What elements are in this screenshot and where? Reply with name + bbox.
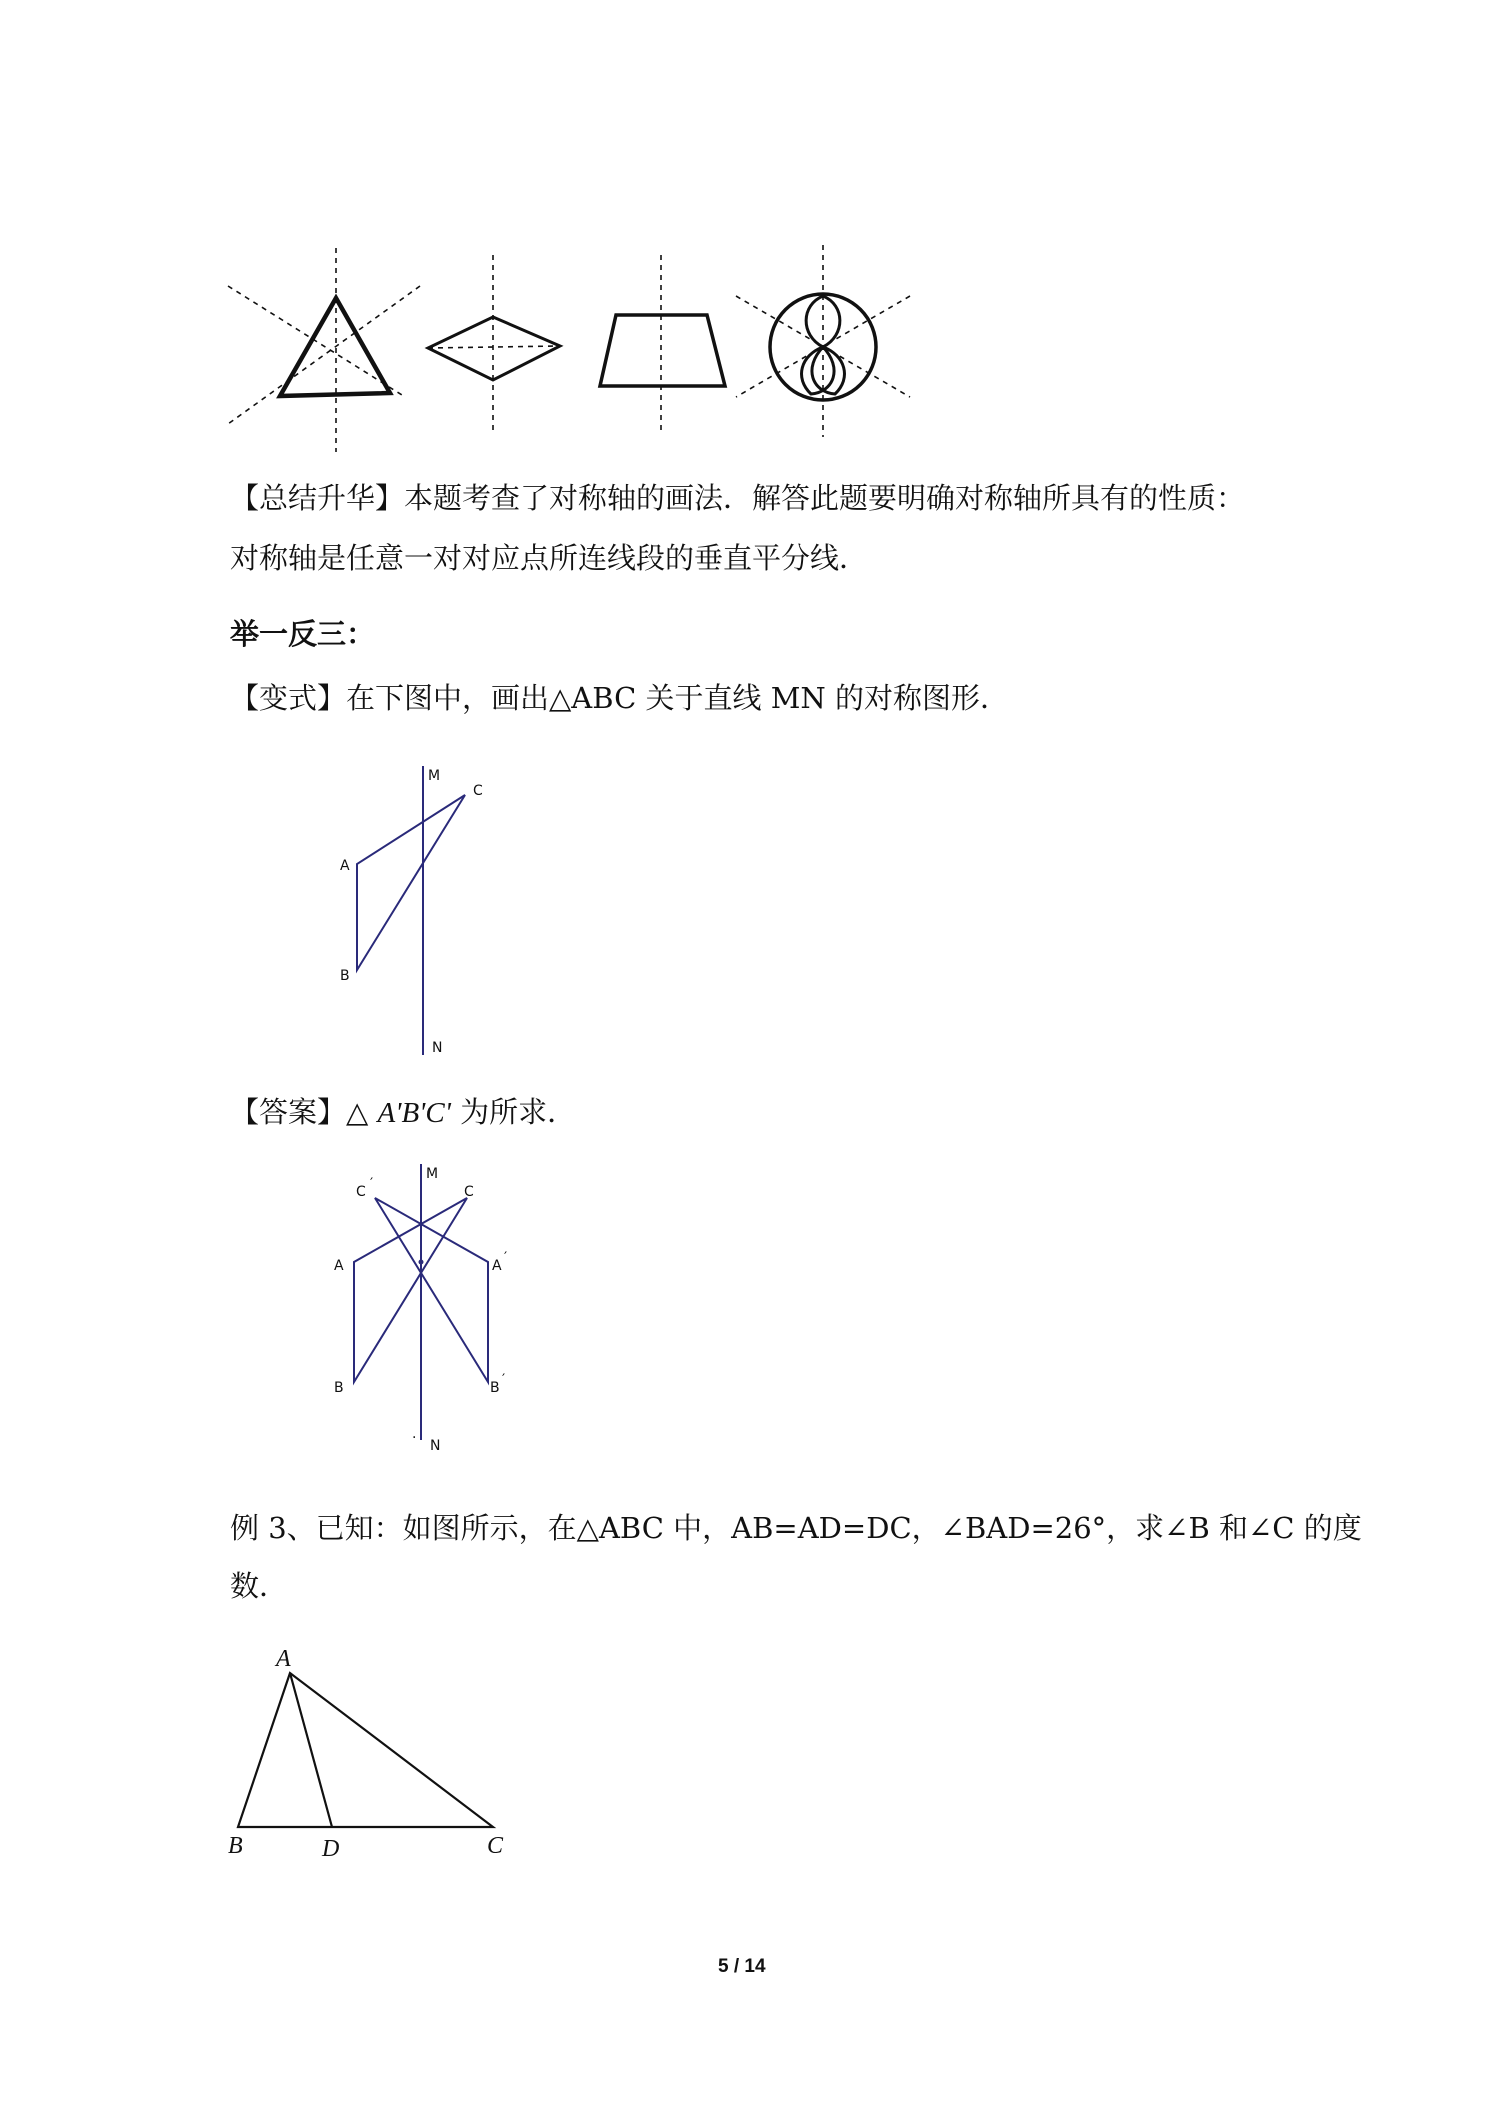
variant-question: 【变式】在下图中，画出△ABC 关于直线 MN 的对称图形． xyxy=(230,681,1010,715)
label-b-answer: B xyxy=(334,1380,344,1396)
label-b-prime: B xyxy=(490,1380,500,1396)
summary-line-1: 【总结升华】本题考查了对称轴的画法．解答此题要明确对称轴所具有的性质： xyxy=(230,481,1246,515)
label-c-answer: C xyxy=(464,1184,474,1200)
answer-math: A'B'C' xyxy=(377,1097,451,1129)
example3-line-1: 例 3、已知：如图所示，在△ABC 中，AB=AD=DC，∠BAD=26°，求∠B 和∠C 的度 xyxy=(230,1511,1362,1545)
section-heading: 举一反三： xyxy=(230,617,376,651)
label-a-answer: A xyxy=(334,1258,344,1274)
prime-a: ′ xyxy=(504,1250,508,1266)
answer-prefix: 【答案】△ xyxy=(230,1095,369,1129)
label-a-prime: A xyxy=(492,1258,502,1274)
page-number: 5 / 14 xyxy=(718,1956,766,1977)
label-n-answer: N xyxy=(430,1438,441,1454)
triangle-abc-ex3 xyxy=(238,1673,493,1827)
prime-b: ′ xyxy=(502,1372,506,1388)
summary-line-2: 对称轴是任意一对对应点所连线段的垂直平分线． xyxy=(230,541,869,575)
label-b: B xyxy=(340,968,350,984)
label-n: N xyxy=(432,1040,443,1056)
label-c-prime: C xyxy=(356,1184,366,1200)
prime-c: ′ xyxy=(370,1176,374,1192)
label-b-ex3: B xyxy=(228,1833,243,1859)
answer-suffix: 为所求． xyxy=(460,1095,577,1129)
label-m-answer: M xyxy=(426,1166,439,1182)
segment-ad xyxy=(290,1673,332,1827)
label-a-ex3: A xyxy=(276,1646,291,1672)
example3-line-2: 数． xyxy=(230,1569,289,1603)
label-c: C xyxy=(473,783,483,799)
dot-mark: · xyxy=(412,1430,417,1446)
label-a: A xyxy=(340,858,350,874)
label-c-ex3: C xyxy=(487,1833,504,1859)
label-m: M xyxy=(428,768,441,784)
label-d-ex3: D xyxy=(322,1836,340,1862)
